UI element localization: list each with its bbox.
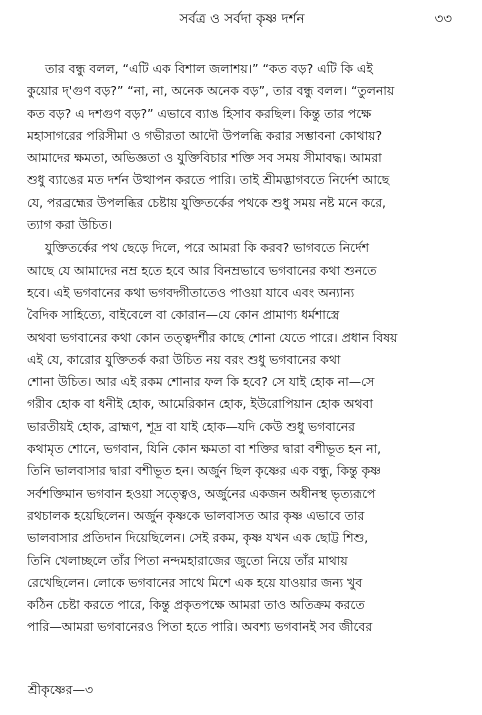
chapter-title: সর্বত্র ও সর্বদা কৃষ্ণ দর্শন bbox=[179, 11, 305, 27]
text-line: রেখেছিলেন। লোকে ভগবানের সাথে মিশে এক হয়ে যাওয়ার জন্য খুব bbox=[27, 574, 363, 590]
text-line: কুয়োর দ্'গুণ বড়?” “না, না, অনেক অনেক বড়”, তার বন্ধু বলল। “তুলনায় bbox=[27, 83, 395, 99]
text-line: তিনি খেলাচ্ছলে তাঁর পিতা নন্দমহারাজের জুতো নিয়ে তাঁর মাথায় bbox=[27, 552, 348, 568]
text-line: গরীব হোক বা ধনীই হোক, আমেরিকান হোক, ইউরোপিয়ান হোক অথবা bbox=[27, 396, 374, 412]
text-line: ভালবাসার প্রতিদান দিয়েছিলেন। সেই রকম, কৃষ্ণ যখন এক ছোট্ট শিশু, bbox=[27, 530, 369, 546]
text-line: মহাসাগরের পরিসীমা ও গভীরতা আদৌ উপলব্ধি করার সম্ভাবনা কোথায়? bbox=[27, 127, 383, 143]
text-line: যে, পরব্রহ্মের উপলব্ধির চেষ্টায় যুক্তিতর্কের পথকে শুধু সময় নষ্ট মনে করে, bbox=[27, 194, 386, 210]
paragraph-1 bbox=[27, 58, 465, 236]
text-line: তার বন্ধু বলল, “এটি এক বিশাল জলাশয়।” “কত বড়? এটি কি এই bbox=[45, 61, 373, 76]
text-line: ভারতীয়ই হোক, ব্রাহ্মণ, শূদ্র বা যাই হোক—যদি কেউ শুধু ভগবানের bbox=[27, 418, 355, 434]
page-number: ৩৩ bbox=[434, 11, 452, 27]
paragraph-2 bbox=[27, 237, 465, 638]
footer-signature: শ্রীকৃষ্ণের—৩ bbox=[28, 682, 94, 697]
text-line: রথচালক হয়েছিলেন। অর্জুন কৃষ্ণকে ভালবাসত আর কৃষ্ণ এভাবে তার bbox=[27, 507, 365, 523]
text-line: আমাদের ক্ষমতা, অভিজ্ঞতা ও যুক্তিবিচার শক্তি সব সময় সীমাবদ্ধ। আমরা bbox=[27, 150, 382, 166]
text-line: কঠিন চেষ্টা করতে পারে, কিন্তু প্রকৃতপক্ষে আমরা তাও অতিক্রম করতে bbox=[27, 597, 365, 613]
text-line: শোনা উচিত। আর এই রকম শোনার ফল কি হবে? সে যাই হোক না—সে bbox=[27, 374, 375, 390]
text-line: এই যে, কারোর যুক্তিতর্ক করা উচিত নয় বরং শুধু ভগবানের কথা bbox=[27, 351, 341, 367]
text-line: কত বড়? এ দশগুণ বড়?” এভাবে ব্যাঙ হিসাব করছিল। কিন্তু তার পক্ষে bbox=[27, 105, 372, 121]
text-line: হবে। এই ভগবানের কথা ভগবদ্গীতাতেও পাওয়া যাবে এবং অন্যান্য bbox=[27, 284, 355, 300]
text-line: কথামৃত শোনে, ভগবান, যিনি কোন ক্ষমতা বা শক্তির দ্বারা বশীভূত হন না, bbox=[27, 441, 382, 457]
text-line: শুধু ব্যাঙের মত দর্শন উত্থাপন করতে পারি। তাই শ্রীমদ্ভাগবতে নির্দেশ আছে bbox=[27, 172, 390, 188]
text-line: অথবা ভগবানের কথা কোন তত্ত্বদর্শীর কাছে শোনা যেতে পারে। প্রধান বিষয় bbox=[27, 329, 398, 345]
body-text bbox=[27, 58, 465, 639]
text-line: বৈদিক সাহিত্যে, বাইবেলে বা কোরান—যে কোন প্রামাণ্য ধর্মশাস্ত্রে bbox=[27, 307, 340, 323]
text-line: যুক্তিতর্কের পথ ছেড়ে দিলে, পরে আমরা কি করব? ভাগবতে নির্দেশ bbox=[45, 240, 369, 256]
text-line: ত্যাগ করা উচিত। bbox=[27, 217, 113, 233]
text-line: আছে যে আমাদের নম্র হতে হবে আর বিনম্রভাবে ভগবানের কথা শুনতে bbox=[27, 262, 377, 278]
text-line: পারি—আমরা ভগবানেরও পিতা হতে পারি। অবশ্য ভগবানই সব জীবের bbox=[27, 619, 373, 635]
text-line: সর্বশক্তিমান ভগবান হওয়া সত্ত্বেও, অর্জুনের একজন অধীনস্থ ভৃত্যরূপে bbox=[27, 485, 376, 501]
running-header bbox=[26, 8, 458, 30]
text-line: তিনি ভালবাসার দ্বারা বশীভূত হন। অর্জুন ছিল কৃষ্ণের এক বন্ধু, কিন্তু কৃষ্ণ bbox=[27, 463, 381, 479]
